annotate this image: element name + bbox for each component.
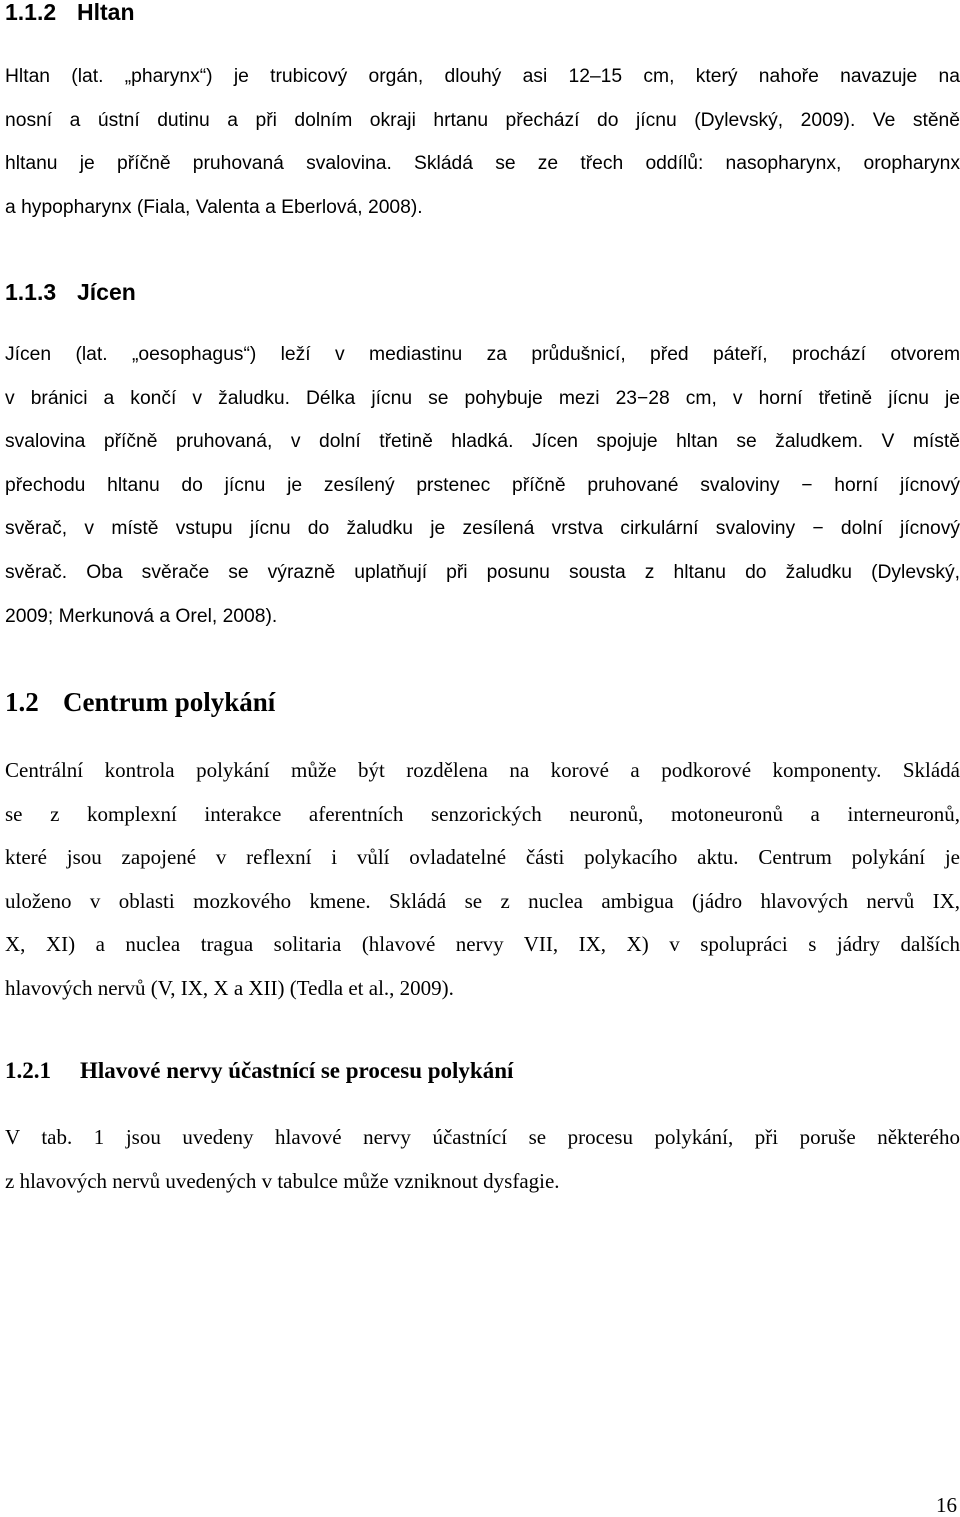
text-line: svalovina příčně pruhovaná, v dolní třetině hladká. Jícen spojuje hltan se žaludkem. V místě <box>5 431 960 453</box>
text-line: které jsou zapojené v reflexní i vůlí ovladatelné části polykacího aktu. Centrum polykání je <box>5 845 960 870</box>
text-line: uloženo v oblasti mozkového kmene. Skládá se z nuclea ambigua (jádro hlavových nervů IX, <box>5 888 960 913</box>
text-line: v bránici a končí v žaludku. Délka jícnu se pohybuje mezi 23−28 cm, v horní třetině jícnu je <box>5 387 960 409</box>
heading-title: Hlavové nervy účastnící se procesu polykání <box>80 1058 514 1083</box>
text-line: z hlavových nervů uvedených v tabulce může vzniknout dysfagie. <box>5 1168 560 1193</box>
heading-number: 1.2.1 <box>5 1058 51 1083</box>
heading-number: 1.2 <box>5 687 39 717</box>
heading-number: 1.1.2 <box>5 0 57 25</box>
heading-centrum <box>5 687 275 717</box>
text-line: a hypopharynx (Fiala, Valenta a Eberlová, 2008). <box>5 196 423 218</box>
document-page <box>5 0 960 1515</box>
text-line: přechodu hltanu do jícnu je zesílený prstenec příčně pruhované svaloviny − horní jícnový <box>5 474 960 496</box>
paragraph-centrum <box>5 756 960 1018</box>
heading-hltan <box>5 0 135 25</box>
text-line: nosní a ústní dutinu a při dolním okraji hrtanu přechází do jícnu (Dylevský, 2009). Ve stěně <box>5 109 960 131</box>
heading-title: Jícen <box>77 279 136 305</box>
paragraph-jicen <box>5 341 960 646</box>
heading-number: 1.1.3 <box>5 279 57 305</box>
text-line: svěrač, v místě vstupu jícnu do žaludku je zesílená vrstva cirkulární svaloviny − dolní jícnový <box>5 518 960 540</box>
text-line: X, XI) a nuclea tragua solitaria (hlavové nervy VII, IX, X) v spolupráci s jádry dalších <box>5 932 960 957</box>
text-line: Jícen (lat. „oesophagus“) leží v mediastinu za průdušnicí, před páteří, prochází otvorem <box>5 344 960 365</box>
text-line: hlavových nervů (V, IX, X a XII) (Tedla et al., 2009). <box>5 975 454 1000</box>
paragraph-nervy <box>5 1123 960 1210</box>
heading-title: Hltan <box>77 0 135 25</box>
text-line: 2009; Merkunová a Orel, 2008). <box>5 605 278 627</box>
text-line: se z komplexní interakce aferentních senzorických neuronů, motoneuronů a interneuronů, <box>5 801 960 826</box>
heading-nervy <box>5 1057 513 1085</box>
text-line: V tab. 1 jsou uvedeny hlavové nervy účastnící se procesu polykání, při poruše některého <box>5 1125 960 1149</box>
text-line: Centrální kontrola polykání může být rozdělena na korové a podkorové komponenty. Skládá <box>5 758 960 782</box>
page-number: 16 <box>936 1493 957 1517</box>
text-line: Hltan (lat. „pharynx“) je trubicový orgán, dlouhý asi 12–15 cm, který nahoře navazuje na <box>5 66 960 87</box>
heading-jicen <box>5 279 136 305</box>
text-line: svěrač. Oba svěrače se výrazně uplatňují při posunu sousta z hltanu do žaludku (Dylevský, <box>5 561 960 583</box>
paragraph-hltan <box>5 63 960 237</box>
heading-title: Centrum polykání <box>63 687 276 717</box>
text-line: hltanu je příčně pruhovaná svalovina. Skládá se ze třech oddílů: nasopharynx, oropharynx <box>5 153 960 175</box>
